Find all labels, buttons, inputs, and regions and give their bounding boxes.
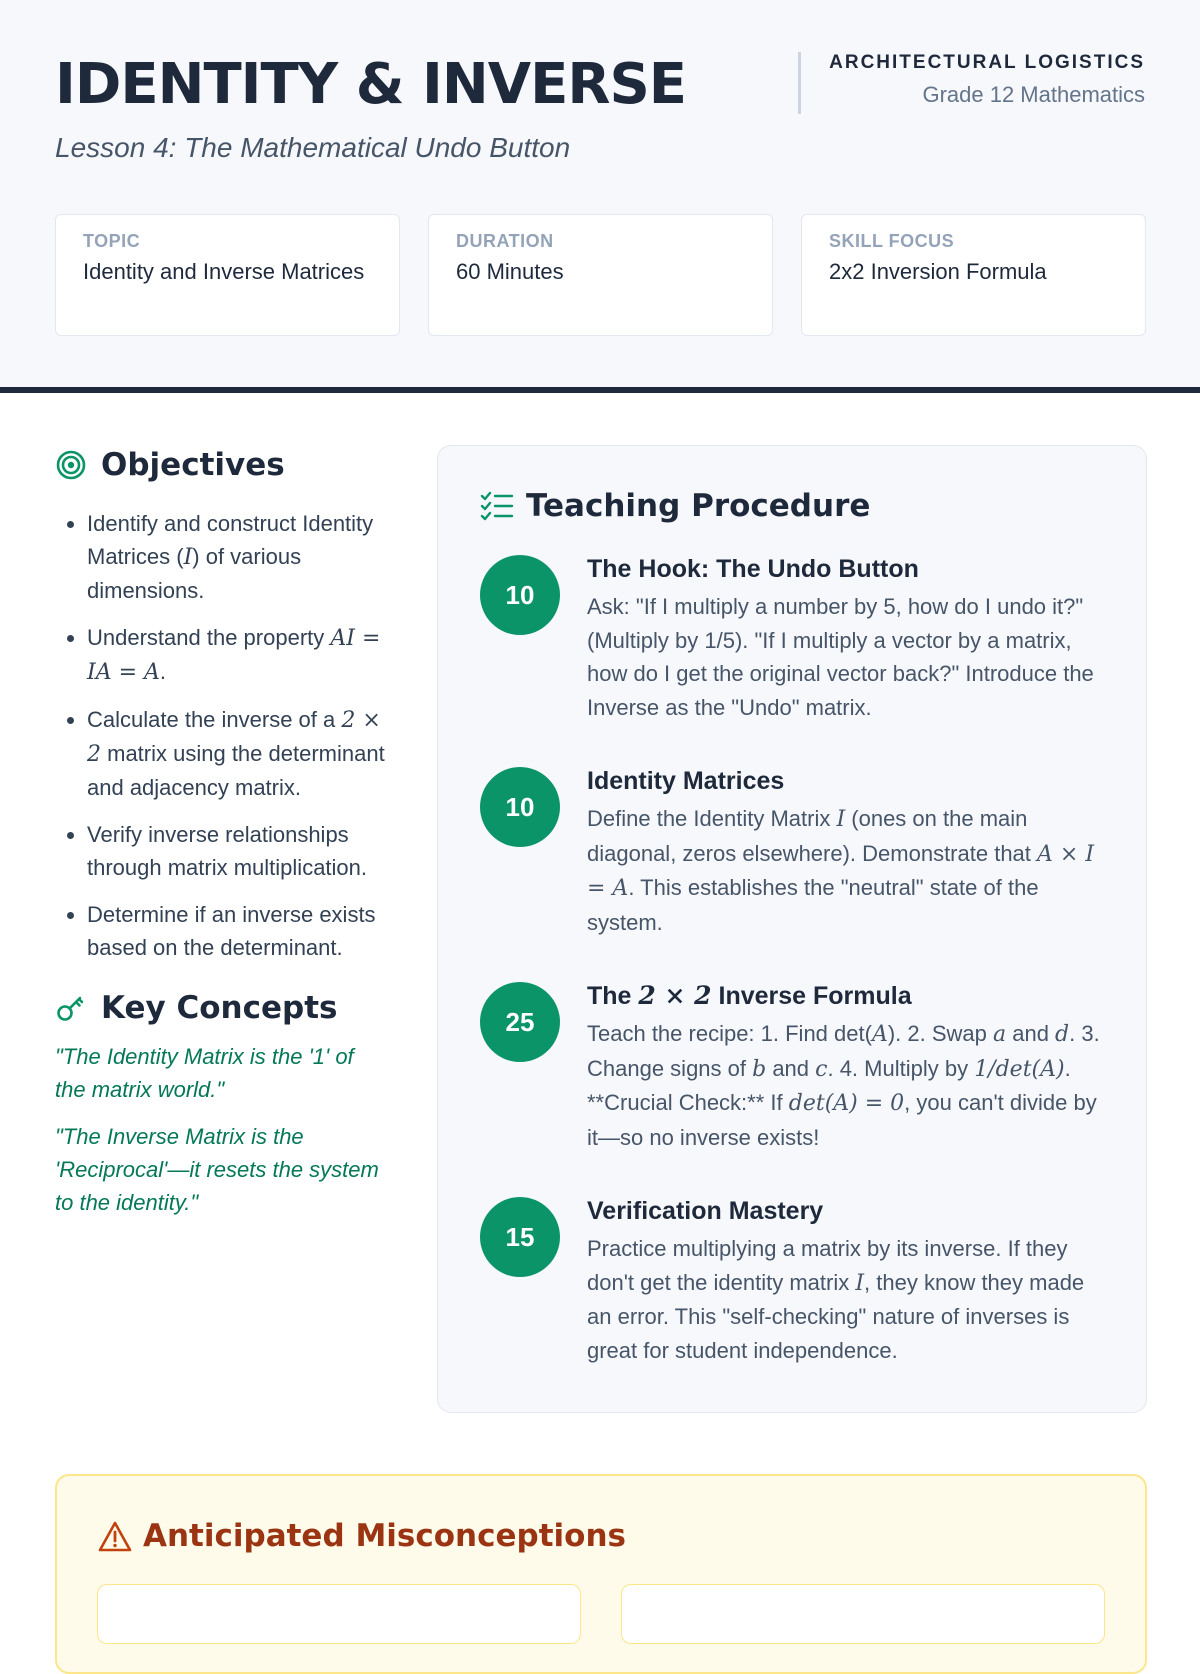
objectives-heading — [55, 447, 385, 483]
text-run: Practice multiplying a matrix by its inverse. If they don't get the identity matrix — [587, 1236, 1068, 1295]
grade-level: Grade 12 Mathematics — [922, 82, 1145, 107]
step-title — [587, 979, 1106, 1013]
misconceptions-heading — [97, 1518, 1105, 1554]
warning-icon — [97, 1520, 129, 1552]
org-block — [798, 52, 1145, 114]
lesson-subtitle: Lesson 4: The Mathematical Undo Button — [55, 132, 571, 163]
text-run: ). 2. Swap — [887, 1021, 993, 1046]
objective-item — [87, 621, 385, 689]
objective-item — [87, 703, 385, 804]
math-expression: b — [752, 1056, 767, 1082]
procedure-step — [480, 764, 1106, 939]
objective-item — [87, 898, 385, 964]
math-expression: A — [871, 1022, 888, 1047]
step-description — [587, 1232, 1106, 1367]
procedure-title: Teaching Procedure — [526, 488, 871, 524]
misconceptions-panel — [55, 1474, 1147, 1674]
teaching-procedure-panel — [437, 445, 1147, 1413]
text-run: Verification Mastery — [587, 1197, 824, 1225]
objectives-list — [55, 507, 385, 964]
meta-value: 60 Minutes — [456, 259, 564, 284]
step-duration-badge: 25 — [480, 982, 560, 1062]
misconception-card — [97, 1584, 581, 1644]
step-title — [587, 1194, 1106, 1228]
key-concept-quote: "The Identity Matrix is the '1' of the matrix world." — [55, 1044, 354, 1102]
text-run: Define the Identity Matrix — [587, 806, 837, 831]
meta-label: TOPIC — [83, 231, 141, 251]
step-body — [587, 979, 1106, 1154]
step-title — [587, 552, 1106, 586]
text-run: Ask: "If I multiply a number by 5, how do I undo it?" (Multiply by 1/5). "If I multiply a vector by a matrix, how do I get the original vector back?" Introduce the Inverse as the "Undo" matrix. — [587, 594, 1094, 720]
key-concepts-section — [55, 990, 385, 1219]
text-run: Identity Matrices — [587, 767, 785, 795]
step-duration-badge: 10 — [480, 767, 560, 847]
text-run: Inverse Formula — [711, 982, 912, 1010]
math-expression: 2 × 2 — [87, 708, 381, 767]
text-run: Determine if an inverse exists based on the determinant. — [87, 902, 376, 960]
text-run: Teach the recipe: 1. Find det( — [587, 1021, 872, 1046]
key-concept-quote: "The Inverse Matrix is the 'Reciprocal'—it resets the system to the identity." — [55, 1124, 379, 1215]
text-run: . This establishes the "neutral" state of the system. — [587, 875, 1039, 935]
step-duration-badge: 10 — [480, 555, 560, 635]
text-run: and — [766, 1055, 816, 1081]
main-content — [0, 393, 1200, 1400]
step-body — [587, 1194, 1106, 1367]
step-body — [587, 552, 1106, 724]
step-description — [587, 802, 1106, 939]
step-description — [587, 590, 1106, 724]
text-run: Verify inverse relationships through matrix multiplication. — [87, 822, 368, 880]
step-description — [587, 1017, 1106, 1154]
math-expression: det(A) = 0 — [788, 1091, 905, 1116]
meta-value: 2x2 Inversion Formula — [829, 259, 1047, 284]
procedure-step — [480, 552, 1106, 724]
procedure-step — [480, 979, 1106, 1154]
math-expression: I — [183, 545, 193, 570]
objective-item — [87, 818, 385, 884]
key-concepts-title: Key Concepts — [101, 990, 338, 1026]
misconception-cards — [97, 1584, 1105, 1644]
lesson-header — [0, 0, 1200, 393]
text-run: , you can't divide by it—so no inverse exists! — [587, 1090, 1097, 1150]
misconception-card — [621, 1584, 1105, 1644]
text-run: ) of various dimensions. — [87, 544, 302, 603]
text-run: . **Crucial Check:** If — [587, 1055, 1071, 1115]
text-run: The — [587, 982, 639, 1010]
meta-label: SKILL FOCUS — [829, 231, 955, 251]
meta-card-duration — [428, 214, 773, 336]
key-icon — [55, 992, 87, 1024]
math-expression: 2 × 2 — [638, 981, 712, 1010]
procedure-step — [480, 1194, 1106, 1367]
page-title: IDENTITY & INVERSE — [55, 52, 687, 117]
math-expression: d — [1055, 1022, 1070, 1047]
left-column — [55, 447, 385, 1219]
target-icon — [55, 449, 87, 481]
text-run: . 4. Multiply by — [827, 1055, 975, 1081]
meta-row — [55, 214, 1146, 336]
procedure-steps — [480, 552, 1106, 1367]
text-run: , they know they made an error. This "self-checking" nature of inverses is great for student independence. — [587, 1269, 1085, 1363]
misconceptions-title: Anticipated Misconceptions — [143, 1518, 626, 1554]
text-run: Understand the property — [87, 625, 331, 650]
key-concepts-heading — [55, 990, 385, 1026]
meta-card-topic — [55, 214, 400, 336]
step-body — [587, 764, 1106, 939]
checklist-icon — [480, 490, 512, 522]
procedure-heading — [480, 488, 1106, 524]
text-run: matrix using the determinant and adjacency matrix. — [87, 741, 385, 800]
objective-item — [87, 507, 385, 607]
org-name: ARCHITECTURAL LOGISTICS — [829, 52, 1145, 73]
text-run: . 3. Change signs of — [587, 1021, 1100, 1081]
math-expression: c — [815, 1056, 828, 1082]
math-expression: A × I = A — [587, 841, 1095, 901]
math-expression: 1/det(A) — [974, 1056, 1065, 1082]
meta-label: DURATION — [456, 231, 554, 251]
objectives-title: Objectives — [101, 447, 285, 483]
math-expression: AI = IA = A — [87, 626, 381, 685]
step-duration-badge: 15 — [480, 1197, 560, 1277]
text-run: Identify and construct Identity Matrices ( — [87, 511, 374, 569]
text-run: The Hook: The Undo Button — [587, 555, 919, 583]
math-expression: a — [992, 1022, 1007, 1047]
text-run: (ones on the main diagonal, zeros elsewhere). Demonstrate that — [587, 806, 1038, 866]
meta-value: Identity and Inverse Matrices — [83, 259, 365, 284]
meta-card-skill-focus — [801, 214, 1146, 336]
step-title — [587, 764, 1106, 798]
text-run: . — [159, 659, 167, 684]
text-run: and — [1006, 1021, 1056, 1046]
math-expression: I — [855, 1270, 865, 1296]
text-run: Calculate the inverse of a — [87, 707, 342, 732]
math-expression: I — [836, 807, 846, 832]
